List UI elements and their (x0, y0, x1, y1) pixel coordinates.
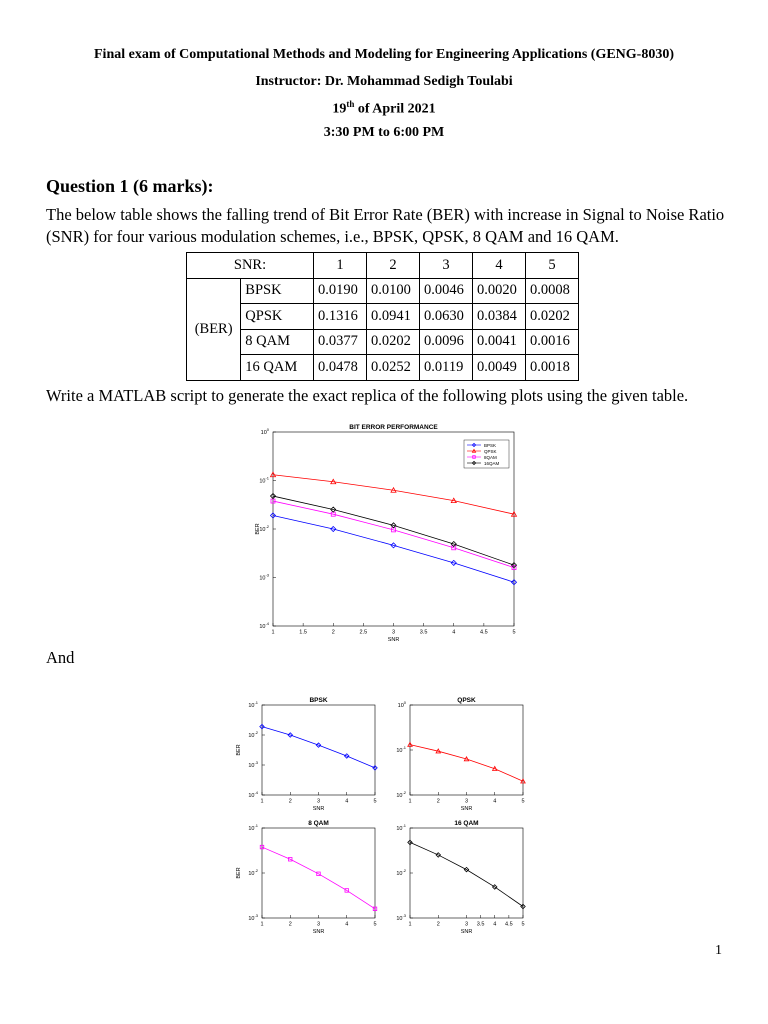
y-tick-label: $10^{-3}$ (259, 572, 269, 582)
date-suffix: th (346, 99, 355, 109)
snr-cell: 1 (314, 253, 367, 279)
y-tick-label: $10^{-1}$ (396, 745, 406, 754)
question-instruction: Write a MATLAB script to generate the exact replica of the following plots using the given table. (46, 386, 689, 405)
table-header-row (187, 253, 579, 279)
x-axis-label: SNR (460, 929, 473, 935)
ber-cell: 0.0377 (314, 329, 367, 355)
x-tick-label: 5 (373, 921, 377, 928)
y-tick-label: $10^{-2}$ (396, 790, 406, 799)
snr-cell: 3 (420, 253, 473, 279)
y-tick-label: $10^{-3}$ (248, 913, 258, 922)
question-title: Question 1 (6 marks): (46, 176, 214, 196)
ber-cell: 0.0100 (367, 278, 420, 304)
ber-cell: 0.0119 (420, 355, 473, 381)
x-tick-label: 4 (493, 798, 497, 805)
qpsk-chart (382, 690, 542, 818)
x-tick-label: 1 (408, 798, 412, 805)
chart-title: 8 QAM (308, 820, 329, 827)
y-tick-label: $10^{-2}$ (248, 868, 258, 877)
x-tick-label: 4 (493, 921, 497, 928)
x-tick-label: 4.5 (505, 921, 513, 928)
ber-cell: 0.0941 (367, 304, 420, 330)
y-tick-label: $10^0$ (397, 700, 406, 709)
snr-cell: 4 (473, 253, 526, 279)
exam-title: Final exam of Computational Methods and Modeling for Engineering Applications (GENG-8030) (94, 47, 674, 62)
x-tick-label: 2 (288, 798, 292, 805)
ber-cell: 0.0202 (526, 304, 579, 330)
y-tick-label: $10^0$ (260, 427, 269, 436)
16qam-chart (382, 813, 542, 943)
x-tick-label: 4 (452, 629, 456, 636)
y-tick-label: $10^{-1}$ (259, 475, 269, 485)
y-tick-label: $10^{-3}$ (248, 760, 258, 769)
table-row (187, 355, 579, 381)
x-tick-label: 4 (345, 798, 349, 805)
y-tick-label: $10^{-1}$ (396, 823, 406, 832)
x-tick-label: 5 (521, 921, 525, 928)
x-axis-label: SNR (312, 806, 325, 812)
8qam-chart (232, 813, 392, 943)
snr-cell: 2 (367, 253, 420, 279)
plot-area (262, 828, 375, 918)
y-tick-label: $10^{-2}$ (259, 524, 269, 533)
chart-title: BPSK (309, 697, 328, 704)
x-tick-label: 2.5 (359, 629, 368, 636)
y-axis-label: BER (255, 523, 261, 535)
y-tick-label: $10^{-3}$ (396, 913, 406, 922)
x-tick-label: 1 (260, 798, 264, 805)
x-tick-label: 1 (260, 921, 264, 928)
y-tick-label: $10^{-1}$ (248, 700, 258, 709)
table-corner: SNR: (187, 253, 314, 279)
chart-title: BIT ERROR PERFORMANCE (349, 424, 438, 431)
scheme-cell: 16 QAM (241, 355, 314, 381)
scheme-cell: BPSK (241, 278, 314, 304)
ber-cell: 0.0041 (473, 329, 526, 355)
bpsk-chart (232, 690, 392, 818)
y-tick-label: $10^{-4}$ (248, 790, 258, 799)
legend-entry-label: QPSK (484, 448, 497, 454)
x-tick-label: 1 (408, 921, 412, 928)
legend-entry-label: 8QAM (484, 454, 497, 460)
plot-area (262, 705, 375, 795)
x-tick-label: 2 (288, 921, 292, 928)
legend-entry-label: BPSK (484, 442, 497, 448)
ber-cell: 0.0008 (526, 278, 579, 304)
ber-cell: 0.0020 (473, 278, 526, 304)
exam-time: 3:30 PM to 6:00 PM (323, 125, 445, 140)
y-axis-label: BER (236, 867, 242, 879)
instructor-line: Instructor: Dr. Mohammad Sedigh Toulabi (255, 74, 513, 89)
y-tick-label: $10^{-2}$ (396, 868, 406, 877)
date-rest: of April 2021 (354, 101, 436, 117)
x-tick-label: 3 (316, 798, 321, 805)
chart-title: QPSK (457, 697, 476, 704)
table-row (187, 278, 579, 304)
x-axis-label: SNR (387, 637, 400, 643)
ber-cell: 0.0049 (473, 355, 526, 381)
ber-cell: 0.0384 (473, 304, 526, 330)
x-tick-label: 2 (436, 921, 440, 928)
ber-cell: 0.1316 (314, 304, 367, 330)
table-row (187, 304, 579, 330)
x-tick-label: 5 (373, 798, 377, 805)
x-axis-label: SNR (460, 806, 473, 812)
y-tick-label: $10^{-4}$ (259, 621, 269, 630)
ber-cell: 0.0190 (314, 278, 367, 304)
ber-cell: 0.0046 (420, 278, 473, 304)
question-intro: The below table shows the falling trend of Bit Error Rate (BER) with increase in Signal to Noise Ratio (SNR) for four various modulation schemes, i.e., BPSK, QPSK, 8 QAM and 16 QAM. (46, 205, 725, 246)
ber-cell: 0.0096 (420, 329, 473, 355)
ber-group-label: (BER) (187, 278, 241, 380)
date-day: 19 (332, 101, 347, 117)
ber-main-chart (240, 420, 530, 650)
x-tick-label: 5 (521, 798, 525, 805)
legend-entry-label: 16QAM (484, 460, 500, 466)
x-tick-label: 1.5 (299, 629, 307, 636)
table-row (187, 329, 579, 355)
and-text: And (46, 648, 75, 667)
ber-cell: 0.0630 (420, 304, 473, 330)
exam-date (0, 99, 768, 118)
x-tick-label: 2 (331, 629, 335, 636)
ber-table (186, 252, 579, 381)
x-tick-label: 2 (436, 798, 440, 805)
ber-cell: 0.0478 (314, 355, 367, 381)
x-tick-label: 3 (464, 921, 469, 928)
plot-area (410, 828, 523, 918)
y-tick-label: $10^{-1}$ (248, 823, 258, 832)
x-tick-label: 4 (345, 921, 349, 928)
x-tick-label: 3.5 (476, 921, 485, 928)
x-tick-label: 5 (512, 629, 516, 636)
scheme-cell: QPSK (241, 304, 314, 330)
y-tick-label: $10^{-2}$ (248, 730, 258, 739)
x-tick-label: 4.5 (480, 629, 488, 636)
ber-cell: 0.0018 (526, 355, 579, 381)
x-tick-label: 3 (464, 798, 469, 805)
y-axis-label: BER (236, 744, 242, 756)
x-tick-label: 3 (391, 629, 396, 636)
scheme-cell: 8 QAM (241, 329, 314, 355)
x-tick-label: 3 (316, 921, 321, 928)
plot-area (410, 705, 523, 795)
x-tick-label: 3.5 (419, 629, 428, 636)
chart-title: 16 QAM (454, 820, 479, 827)
x-tick-label: 1 (271, 629, 275, 636)
x-axis-label: SNR (312, 929, 325, 935)
snr-cell: 5 (526, 253, 579, 279)
ber-cell: 0.0016 (526, 329, 579, 355)
ber-cell: 0.0202 (367, 329, 420, 355)
ber-cell: 0.0252 (367, 355, 420, 381)
page-number: 1 (715, 943, 722, 958)
